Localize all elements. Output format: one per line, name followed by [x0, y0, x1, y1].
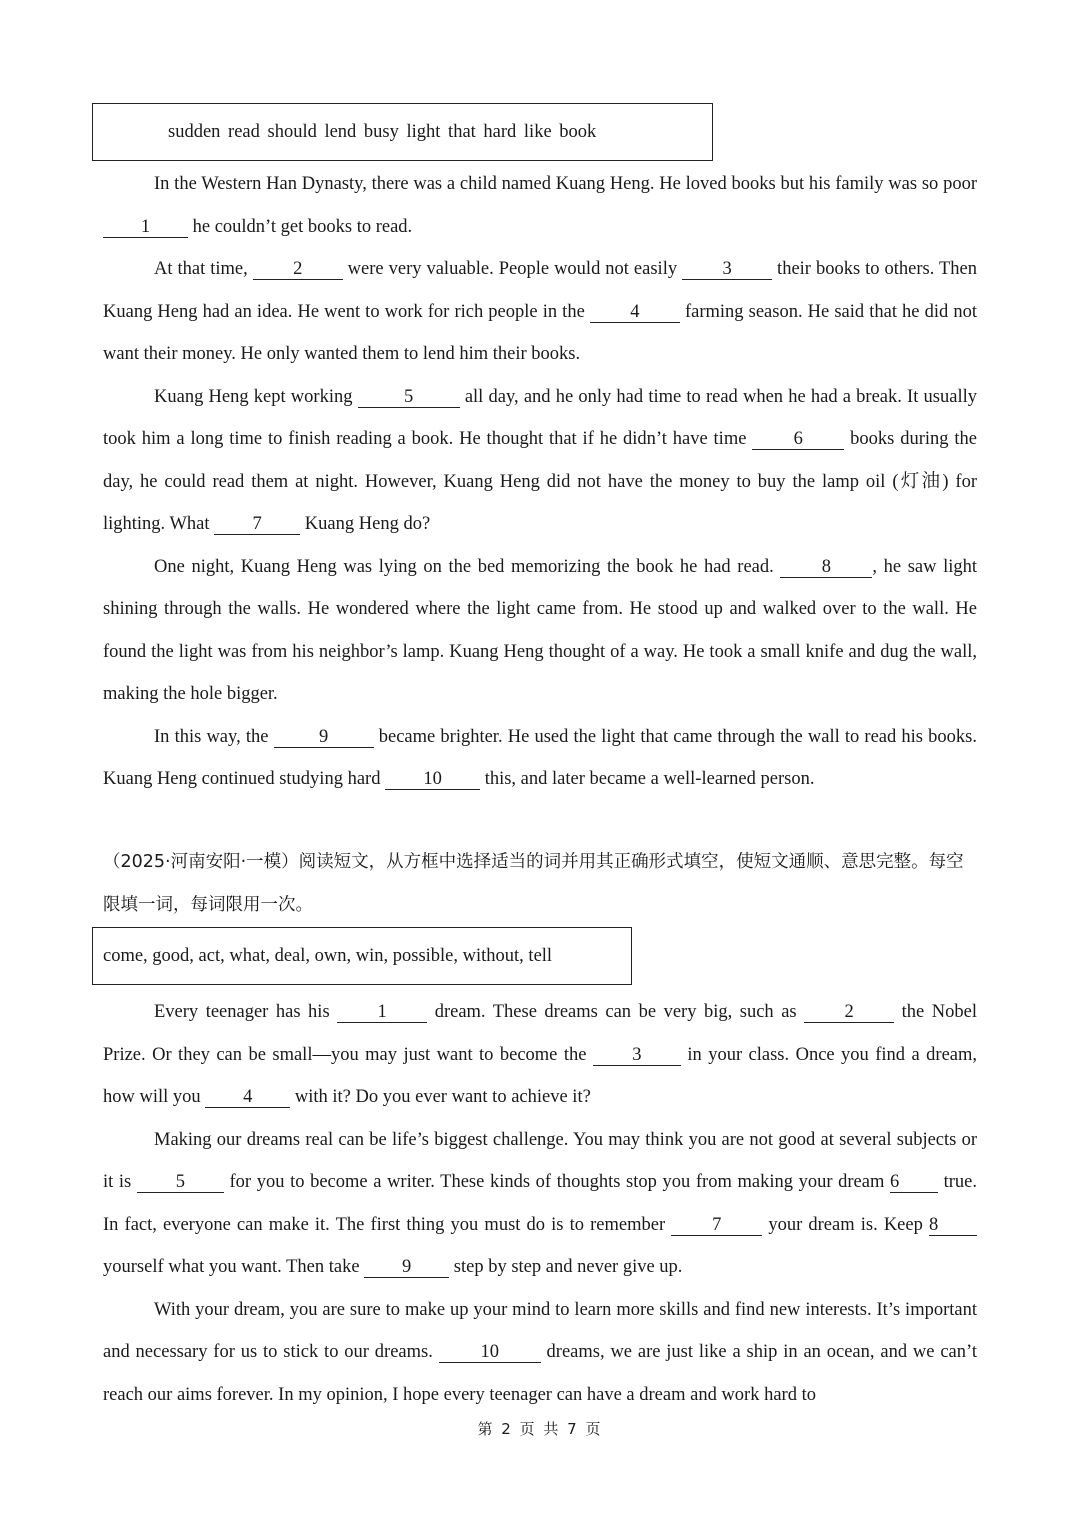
- word-box-1: [92, 103, 713, 161]
- text-segment: At that time,: [154, 259, 253, 279]
- text-segment: Kuang Heng kept working: [154, 386, 358, 407]
- paragraph: [103, 1119, 977, 1289]
- text-segment: he couldn’t get books to read.: [188, 216, 413, 237]
- text-segment: were very valuable. People would not easily: [342, 259, 683, 279]
- blank-4[interactable]: 4: [590, 302, 680, 323]
- text-segment: One night, Kuang Heng was lying on the bed memorizing the book he had read.: [154, 556, 781, 577]
- blank-8[interactable]: 8: [780, 557, 872, 578]
- page-footer: 第 2 页 共 7 页: [477, 1420, 603, 1438]
- blank-6[interactable]: 6: [890, 1172, 938, 1193]
- blank-9[interactable]: 9: [364, 1257, 449, 1278]
- text-segment: your dream is. Keep: [762, 1214, 929, 1235]
- paragraph: [103, 248, 977, 376]
- blank-2[interactable]: 2: [253, 259, 343, 280]
- blank-7[interactable]: 7: [671, 1215, 762, 1236]
- passage-2: [103, 991, 977, 1416]
- blank-10[interactable]: 10: [385, 769, 480, 790]
- blank-5[interactable]: 5: [137, 1172, 224, 1193]
- blank-7[interactable]: 7: [214, 514, 300, 535]
- section-2-instruction: （2025·河南安阳·一模）阅读短文，从方框中选择适当的词并用其正确形式填空，使短文通顺、意思完整。每空限填一词，每词限用一次。: [103, 852, 964, 915]
- blank-1[interactable]: 1: [337, 1002, 427, 1023]
- text-segment: in your class. Once you find a dream, how will you: [103, 1044, 978, 1107]
- text-segment: with it? Do you ever want to achieve it?: [290, 1087, 591, 1107]
- paragraph: [103, 376, 977, 546]
- text-segment: the Nobel Prize. Or they can be small—you may just want to become the: [103, 1002, 978, 1065]
- text-segment: for you to become a writer. These kinds of thoughts stop you from making your dream: [223, 1172, 890, 1192]
- paragraph: [103, 716, 977, 801]
- word-box-1-text: sudden read should lend busy light that hard like book: [168, 121, 597, 142]
- paragraph: [103, 163, 977, 248]
- text-segment: , he saw light shining through the walls. He wondered where the light came from. He stood up and walked over to the wall. He found the light was from his neighbor’s lamp. Kuang Heng thought of a way. He took a small knife and dug the wall, making the hole bigger.: [103, 556, 978, 704]
- blank-10[interactable]: 10: [439, 1342, 541, 1363]
- text-segment: In the Western Han Dynasty, there was a child named Kuang Heng. He loved books but his family was so poor: [154, 174, 977, 194]
- text-segment: Making our dreams real can be life’s biggest challenge. You may think you are not good at several subjects or it is: [103, 1129, 977, 1192]
- paragraph: [103, 1289, 977, 1417]
- blank-3[interactable]: 3: [682, 259, 772, 280]
- blank-2[interactable]: 2: [804, 1002, 894, 1023]
- text-segment: all day, and he only had time to read when he had a break. It usually took him a long time to finish reading a book. He thought that if he didn’t have time: [103, 386, 977, 449]
- text-segment: true. In fact, everyone can make it. The first thing you must do is to remember: [103, 1172, 977, 1235]
- text-segment: books during the day, he could read them at night. However, Kuang Heng did not have the money to buy the lamp oil (灯油) for lighting. What: [103, 429, 977, 534]
- paragraph: [103, 546, 977, 716]
- blank-3[interactable]: 3: [593, 1045, 681, 1066]
- text-segment: dream. These dreams can be very big, such as: [427, 1002, 805, 1022]
- text-segment: With your dream, you are sure to make up your mind to learn more skills and find new interests. It’s important and necessary for us to stick to our dreams.: [103, 1299, 977, 1362]
- blank-6[interactable]: 6: [752, 429, 844, 450]
- passage-1: [103, 163, 977, 801]
- word-box-2-text: come, good, act, what, deal, own, win, possible, without, tell: [103, 945, 553, 966]
- word-box-2: [92, 927, 632, 985]
- blank-8[interactable]: 8: [929, 1215, 977, 1236]
- text-segment: their books to others. Then Kuang Heng had an idea. He went to work for rich people in the: [103, 259, 977, 322]
- paragraph: [103, 991, 977, 1119]
- text-segment: dreams, we are just like a ship in an ocean, and we can’t reach our aims forever. In my opinion, I hope every teenager can have a dream and work hard to: [103, 1342, 977, 1405]
- text-segment: step by step and never give up.: [449, 1257, 683, 1277]
- text-segment: became brighter. He used the light that came through the wall to read his books. Kuang Heng continued studying hard: [103, 726, 977, 789]
- text-segment: Every teenager has his: [154, 1002, 338, 1022]
- blank-4[interactable]: 4: [205, 1087, 290, 1108]
- text-segment: this, and later became a well-learned person.: [480, 769, 815, 789]
- blank-1[interactable]: 1: [103, 217, 188, 238]
- text-segment: farming season. He said that he did not want their money. He only wanted them to lend him their books.: [103, 301, 977, 364]
- text-segment: yourself what you want. Then take: [103, 1257, 365, 1277]
- text-segment: In this way, the: [154, 726, 274, 747]
- blank-9[interactable]: 9: [274, 727, 374, 748]
- blank-5[interactable]: 5: [358, 387, 460, 408]
- text-segment: Kuang Heng do?: [300, 514, 431, 534]
